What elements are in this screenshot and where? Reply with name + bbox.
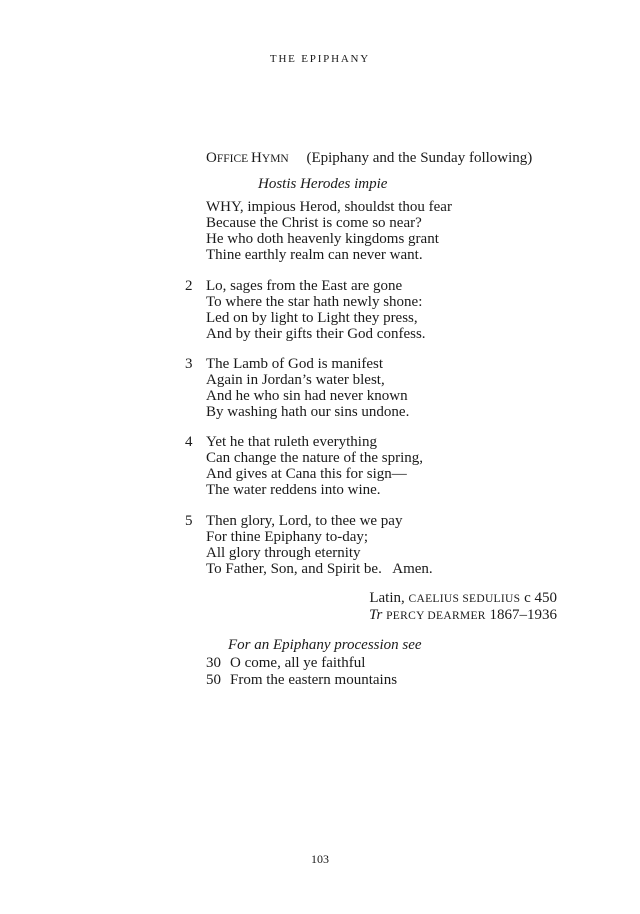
verse-line: He who doth heavenly kingdoms grant	[206, 231, 439, 247]
verse-number: 2	[185, 278, 193, 294]
verse-line: And gives at Cana this for sign—	[206, 466, 407, 482]
verse-line: Yet he that ruleth everything	[206, 434, 377, 450]
verse-5	[185, 513, 433, 577]
verse-line: WHY, impious Herod, shouldst thou fear	[206, 199, 452, 215]
translator-name: PERCY DEARMER	[386, 610, 486, 622]
hymn-reference-title: O come, all ye faithful	[230, 655, 366, 671]
verse-number: 5	[185, 513, 193, 529]
verse-line: All glory through eternity	[206, 545, 361, 561]
hymn-reference-number: 30	[206, 655, 221, 671]
list-item	[206, 672, 397, 689]
page-number: 103	[311, 852, 329, 866]
verse-line: To Father, Son, and Spirit be. Amen.	[206, 561, 433, 577]
verse-line: And he who sin had never known	[206, 388, 408, 404]
verse-line: And by their gifts their God confess.	[206, 326, 426, 342]
verse-line: Again in Jordan’s water blest,	[206, 372, 385, 388]
translator-attribution: Tr PERCY DEARMER 1867–1936	[369, 607, 557, 623]
author-name: CAELIUS SEDULIUS	[408, 593, 521, 605]
running-header: THE EPIPHANY	[269, 53, 371, 65]
author-attribution: Latin, CAELIUS SEDULIUS c 450	[369, 590, 557, 606]
verse-line: Led on by light to Light they press,	[206, 310, 418, 326]
verse-line: Can change the nature of the spring,	[206, 450, 424, 466]
verse-line: The water reddens into wine.	[206, 482, 381, 498]
procession-note: For an Epiphany procession see	[228, 637, 422, 653]
office-hymn-label: OFFICE HYMN	[206, 150, 289, 166]
hymn-reference-number: 50	[206, 672, 221, 688]
procession-references	[206, 655, 397, 689]
verse-number: 3	[185, 356, 193, 372]
verse-line: To where the star hath newly shone:	[206, 294, 423, 310]
hymn-title-line	[206, 150, 532, 167]
verse-4	[185, 434, 424, 498]
hymn-occasion: (Epiphany and the Sunday following)	[306, 150, 533, 166]
verse-2	[185, 278, 426, 342]
hymn-reference-title: From the eastern mountains	[230, 672, 398, 688]
verse-line: Because the Christ is come so near?	[206, 215, 422, 231]
verse-line: The Lamb of God is manifest	[206, 356, 384, 372]
verse-1	[206, 199, 452, 263]
verse-line: By washing hath our sins undone.	[206, 404, 410, 420]
verse-line: Lo, sages from the East are gone	[206, 278, 403, 294]
verse-3	[185, 356, 410, 420]
list-item	[206, 655, 397, 672]
verse-number: 4	[185, 434, 193, 450]
verse-line: Then glory, Lord, to thee we pay	[206, 513, 403, 529]
verse-line: For thine Epiphany to-day;	[206, 529, 369, 545]
latin-incipit: Hostis Herodes impie	[258, 176, 388, 192]
verse-line: Thine earthly realm can never want.	[206, 247, 423, 263]
